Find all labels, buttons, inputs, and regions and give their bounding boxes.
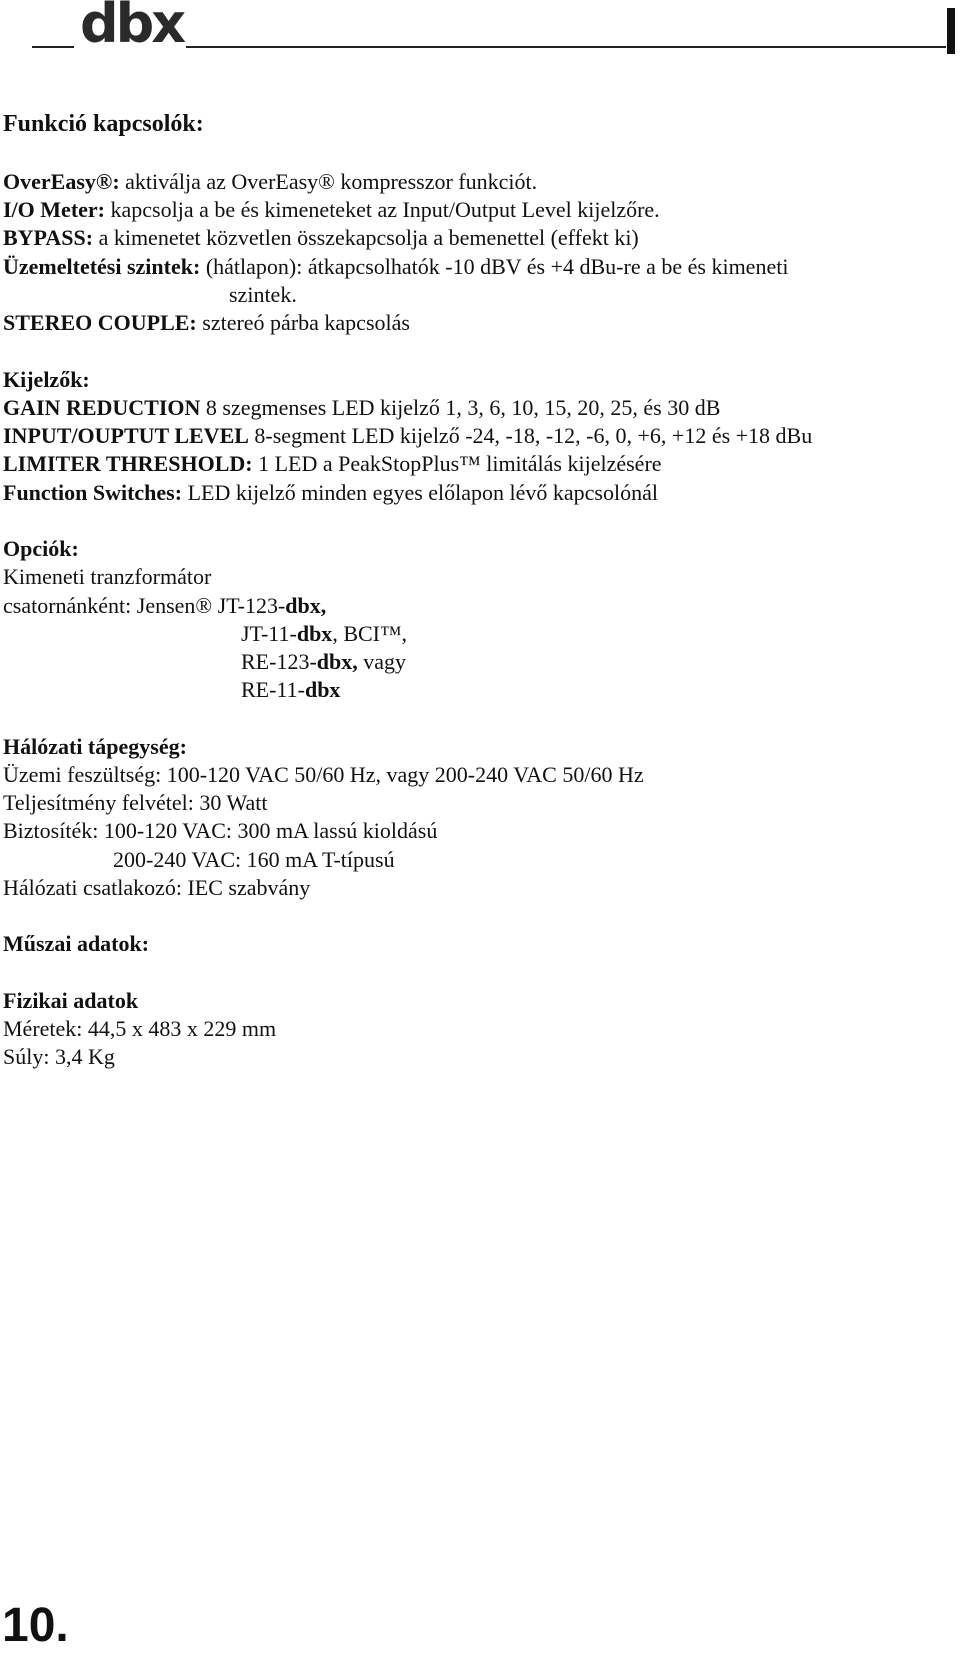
jt11-pre: JT-11- — [241, 621, 297, 646]
io-level-line — [3, 422, 812, 450]
jt11-post: , BCI™, — [332, 621, 408, 646]
limiter-text: 1 LED a PeakStopPlus™ limitálás kijelzésére — [252, 451, 662, 476]
limiter-line — [3, 450, 662, 478]
physical-heading: Fizikai adatok — [3, 988, 139, 1013]
bypass-text: a kimenetet közvetlen összekapcsolja a bemenettel (effekt ki) — [93, 225, 639, 250]
operating-levels-line — [3, 253, 788, 281]
io-meter-line — [3, 196, 660, 224]
header-rule-left — [32, 46, 74, 48]
function-switches-led-line — [3, 479, 658, 507]
per-channel-line — [3, 592, 326, 620]
function-switches-heading: Funkció kapcsolók: — [3, 111, 204, 137]
operating-levels-text: (hátlapon): átkapcsolhatók -10 dBV és +4 dBu-re a be és kimeneti — [200, 254, 789, 279]
transformer-line: Kimeneti tranzformátor — [3, 564, 212, 589]
re123-line — [241, 648, 406, 676]
voltage-line: Üzemi feszültség: 100-120 VAC 50/60 Hz, vagy 200-240 VAC 50/60 Hz — [3, 762, 644, 787]
dbx-bold-3: dbx — [316, 649, 353, 674]
overeasy-line — [3, 168, 537, 196]
function-switches-led-label: Function Switches: — [3, 480, 183, 505]
fuse-line-2: 200-240 VAC: 160 mA T-típusú — [113, 847, 395, 872]
re11-line — [241, 676, 340, 704]
overeasy-label: OverEasy®: — [3, 169, 120, 194]
header-rule-right — [186, 46, 946, 48]
stereo-couple-text: sztereó párba kapcsolás — [196, 310, 410, 335]
specs-heading: Műszai adatok: — [3, 931, 150, 956]
fuse-line-1: Biztosíték: 100-120 VAC: 300 mA lassú kioldású — [3, 818, 438, 843]
io-level-text: 8-segment LED kijelző -24, -18, -12, -6, 0, +6, +12 és +18 dBu — [248, 423, 813, 448]
limiter-label: LIMITER THRESHOLD: — [3, 451, 253, 476]
comma-bold-2: , — [352, 649, 358, 674]
re123-post: vagy — [357, 649, 407, 674]
bypass-label: BYPASS: — [3, 225, 94, 250]
page-number: 10. — [2, 1599, 69, 1652]
dimensions-line: Méretek: 44,5 x 483 x 229 mm — [3, 1016, 277, 1041]
comma-bold: , — [320, 593, 327, 618]
dbx-logo: dbx — [80, 0, 184, 55]
page-header — [0, 0, 960, 60]
weight-line: Súly: 3,4 Kg — [3, 1044, 115, 1069]
operating-levels-label: Üzemeltetési szintek: — [3, 254, 201, 279]
bypass-line — [3, 224, 639, 252]
per-channel-text: csatornánként: Jensen® JT-123- — [3, 593, 286, 618]
header-end-bar — [947, 8, 955, 54]
re123-pre: RE-123- — [241, 649, 317, 674]
gain-reduction-text: 8 szegmenses LED kijelző 1, 3, 6, 10, 15, 20, 25, és 30 dB — [200, 395, 721, 420]
jt11-line — [241, 620, 407, 648]
gain-reduction-line — [3, 394, 720, 422]
io-meter-text: kapcsolja a be és kimeneteket az Input/Output Level kijelzőre. — [105, 197, 660, 222]
power-heading: Hálózati tápegység: — [3, 734, 187, 759]
dbx-bold-1: dbx — [285, 593, 321, 618]
re11-pre: RE-11- — [241, 677, 305, 702]
dbx-bold-4: dbx — [304, 677, 341, 702]
io-level-label: INPUT/OUPTUT LEVEL — [3, 423, 249, 448]
options-heading: Opciók: — [3, 536, 79, 561]
indicators-heading: Kijelzők: — [3, 367, 90, 392]
stereo-couple-label: STEREO COUPLE: — [3, 310, 197, 335]
overeasy-text: aktiválja az OverEasy® kompresszor funkciót. — [119, 169, 538, 194]
operating-levels-continuation: szintek. — [229, 282, 297, 307]
connector-line: Hálózati csatlakozó: IEC szabvány — [3, 875, 311, 900]
dbx-bold-2: dbx — [296, 621, 333, 646]
io-meter-label: I/O Meter: — [3, 197, 105, 222]
function-switches-led-text: LED kijelző minden egyes előlapon lévő kapcsolónál — [182, 480, 658, 505]
gain-reduction-label: GAIN REDUCTION — [3, 395, 201, 420]
stereo-couple-line — [3, 309, 410, 337]
consumption-line: Teljesítmény felvétel: 30 Watt — [3, 790, 268, 815]
